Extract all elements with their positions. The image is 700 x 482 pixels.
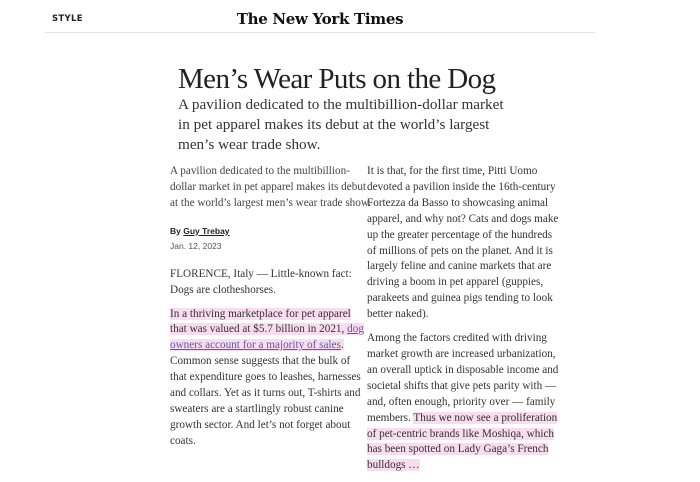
inline-link[interactable]: owners account for a majority of sales [170,339,341,352]
text-line [367,395,556,411]
text-line [170,386,361,402]
right-body [367,164,559,474]
text-line [367,363,559,379]
text-segment: Dogs are clotheshorses. [170,283,276,296]
highlighted-text: bulldogs … [367,459,420,472]
text-line [170,322,364,338]
text-segment: Fortezza da Basso to showcasing animal [367,196,549,209]
text-line [170,402,344,418]
text-segment: that expenditure goes to leashes, harnesses [170,371,361,384]
text-segment: and collars. Yet as it turns out, T-shirts and [170,387,361,400]
text-line [367,442,547,458]
highlighted-text: that was valued at $5.7 billion in 2021, [170,323,348,336]
article-title: Men’s Wear Puts on the Dog [178,63,496,95]
paragraph [367,331,559,474]
highlighted-text: In a thriving marketplace for pet apparel [170,307,351,320]
deck-line: A pavilion dedicated to the multibillion- [170,165,350,177]
text-line [170,354,351,370]
text-line [170,370,361,386]
byline-prefix: By [170,225,184,236]
text-segment: apparel, and why not? Cats and dogs make [367,212,559,225]
text-line [170,338,344,354]
deck-line: dollar market in pet apparel makes its debut [170,180,367,193]
text-segment: better naked). [367,308,429,321]
nyt-logo[interactable]: The New York Times [236,10,404,28]
publish-date: Jan. 12, 2023 [170,240,222,251]
text-line [367,307,547,323]
text-line [170,434,340,450]
text-line [367,228,553,244]
article-deck [170,164,372,212]
text-segment: up the greater percentage of the hundreds [367,228,553,241]
highlighted-text: of pet-centric brands like Moshiqa, which [367,427,555,440]
author-link[interactable]: Guy Trebay [183,225,230,236]
text-segment: devoted a pavilion inside the 16th-century [367,180,556,193]
text-line [367,411,558,427]
highlighted-text: . [340,339,344,352]
paragraph [170,307,364,450]
text-line [367,196,547,212]
inline-link[interactable]: dog [347,323,364,336]
text-segment: and, often enough, priority over — family [367,395,556,408]
text-segment: driving a boom in pet apparel (guppies, [367,276,544,289]
text-line [170,283,340,299]
text-segment: societal shifts that give pets parity with — [367,379,557,392]
highlighted-text: has been spotted on Lady Gaga’s French [367,443,549,456]
text-line [367,291,553,307]
text-line [367,427,555,443]
byline [170,226,340,236]
text-line [367,259,552,275]
deck-line: at the world’s largest men’s wear trade show. [170,196,372,209]
text-segment: market growth are increased urbanization, [367,347,556,360]
text-line [170,307,351,323]
text-line [170,418,351,434]
header-divider [45,32,595,33]
text-line [367,347,556,363]
text-segment: FLORENCE, Italy — Little-known fact: [170,267,352,280]
text-segment: sweaters are a startlingly robust canine [170,402,344,415]
highlighted-text: Thus we now see a proliferation [413,411,558,424]
text-line [367,458,547,474]
left-body [170,267,364,450]
text-line [367,212,559,228]
text-segment: It is that, for the first time, Pitti Uomo [367,165,538,177]
text-line [367,164,547,180]
article-summary: A pavilion dedicated to the multibillion-dollar market in pet apparel makes its debut at the world’s largest men’s wear trade show. [178,96,504,153]
text-line [367,244,553,260]
text-line [367,275,547,291]
text-segment: an overall uptick in disposable income and [367,363,559,376]
text-segment: Among the factors credited with driving [367,332,547,345]
text-line [367,180,556,196]
text-segment: largely feline and canine markets that are [367,260,552,273]
text-line [367,379,557,395]
text-segment: parakeets and guinea pigs tending to look [367,292,553,305]
right-column [367,164,559,482]
text-segment: of millions of pets on the planet. And it is [367,244,553,257]
text-line [367,331,547,347]
text-line [170,267,352,283]
paragraph [367,164,559,323]
text-segment: members. [367,411,414,424]
paragraph [170,267,352,299]
text-segment: growth sector. And let’s not forget about [170,418,351,431]
section-label[interactable]: STYLE [52,14,83,24]
left-column [170,164,372,458]
text-segment: coats. [170,434,196,447]
text-segment: Common sense suggests that the bulk of [170,355,351,368]
